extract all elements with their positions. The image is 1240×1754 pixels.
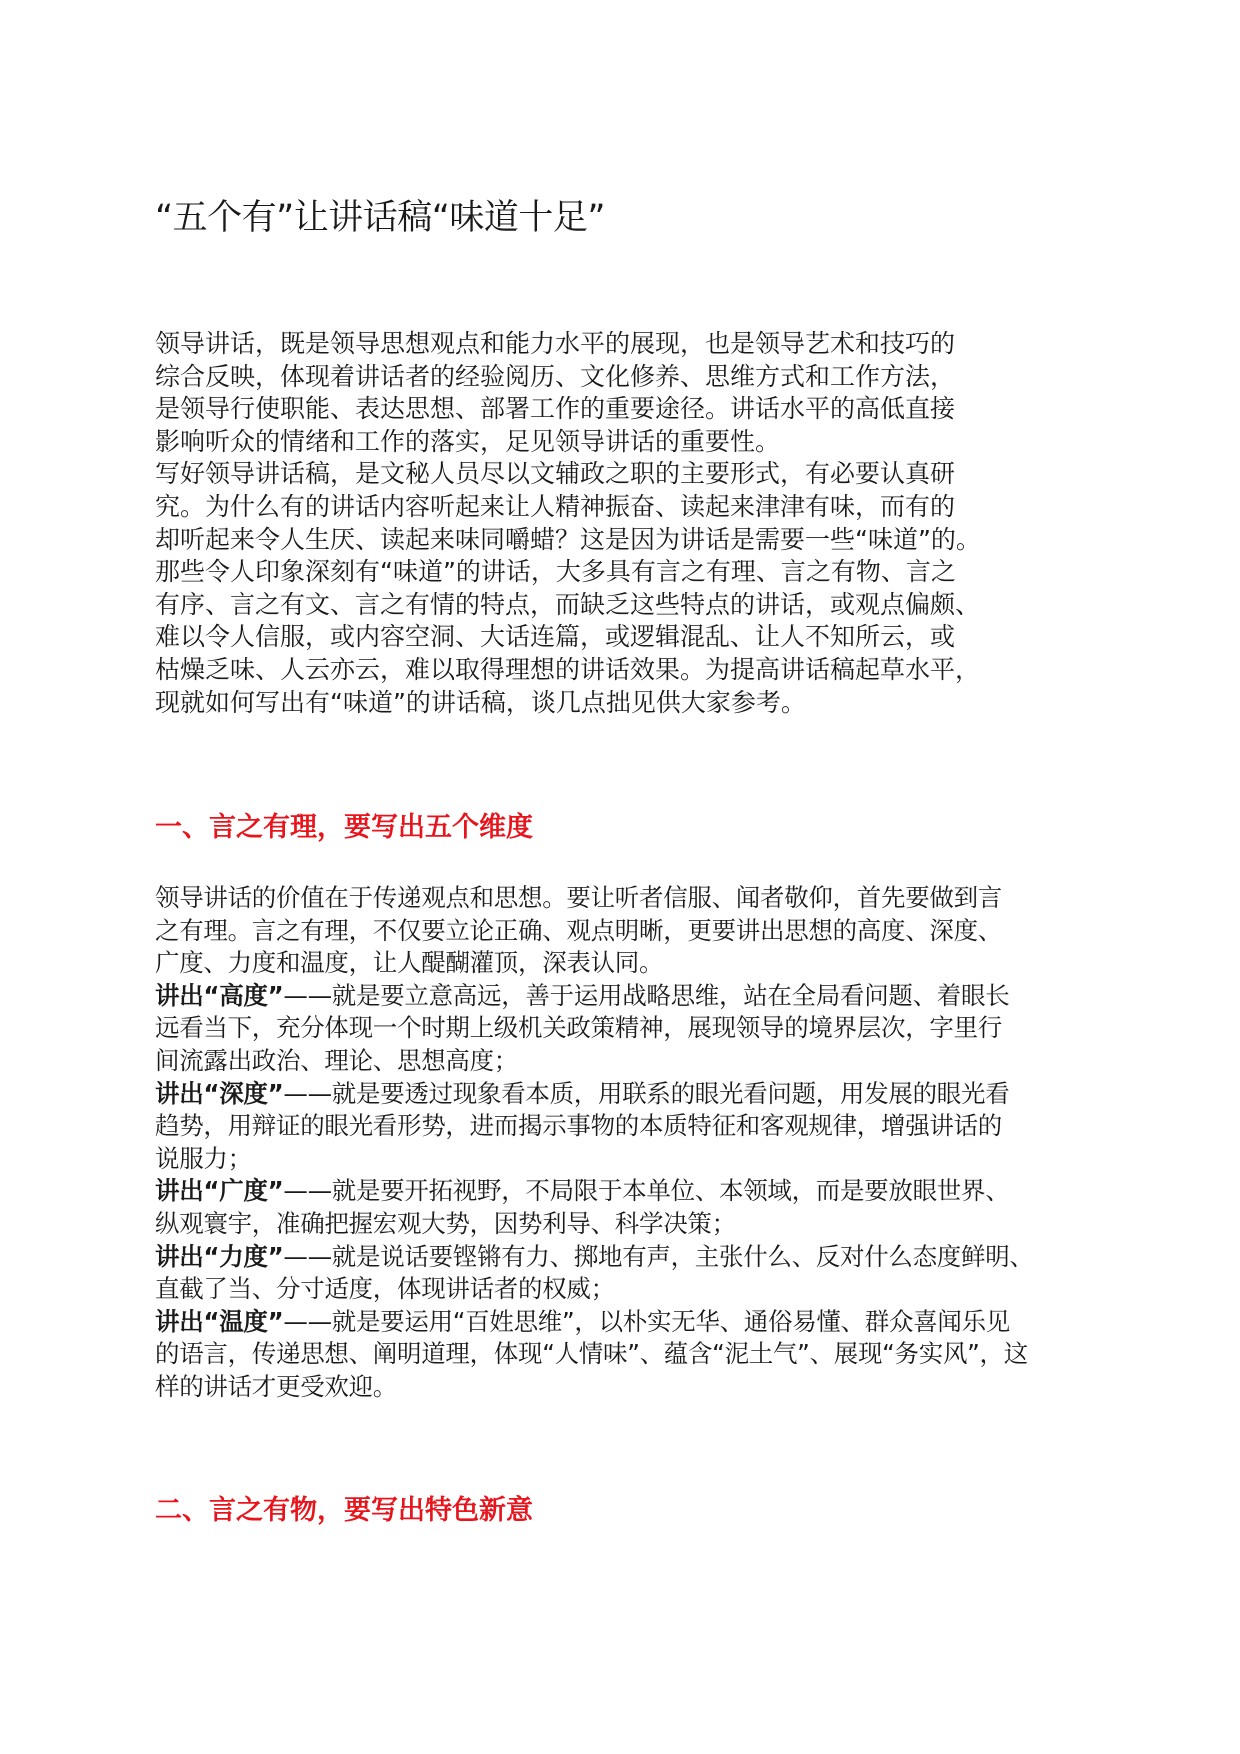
text-line: 领导讲话的价值在于传递观点和思想。要让听者信服、闻者敬仰，首先要做到言 — [155, 883, 1002, 912]
text-line — [155, 1175, 1085, 1208]
document-title: “五个有”让讲话稿“味道十足” — [155, 198, 606, 238]
section-heading: 一、言之有理，要写出五个维度 — [155, 812, 533, 843]
text-line: 的语言，传递思想、阐明道理，体现“人情味”、蕴含“泥土气”、展现“务实风”，这 — [155, 1339, 1028, 1369]
text-line: 趋势，用辩证的眼光看形势，进而揭示事物的本质特征和客观规律，增强讲话的 — [155, 1111, 1002, 1141]
dimension-label: 讲出“深度” — [155, 1078, 284, 1108]
dimension-label: 讲出“广度” — [155, 1176, 284, 1206]
text-line: 有序、言之有文、言之有情的特点，而缺乏这些特点的讲话，或观点偏颇、 — [155, 589, 981, 619]
text-line: 却听起来令人生厌、读起来味同嚼蜡？这是因为讲话是需要一些“味道”的。 — [155, 524, 981, 554]
section-heading: 二、言之有物，要写出特色新意 — [155, 1495, 533, 1526]
text-line: 现就如何写出有“味道”的讲话稿，谈几点拙见供大家参考。 — [155, 687, 806, 717]
dimension-label: 讲出“高度” — [155, 980, 284, 1010]
text-line: 那些令人印象深刻有“味道”的讲话，大多具有言之有理、言之有物、言之 — [155, 557, 956, 587]
text-line: 综合反映，体现着讲话者的经验阅历、文化修养、思维方式和工作方法， — [155, 361, 956, 391]
text-line: 远看当下，充分体现一个时期上级机关政策精神，展现领导的境界层次，字里行 — [155, 1013, 1002, 1043]
intro-paragraph — [155, 458, 1075, 719]
text-line — [155, 980, 1085, 1013]
text-line: 样的讲话才更受欢迎。 — [155, 1371, 397, 1401]
text-line: 是领导行使职能、表达思想、部署工作的重要途径。讲话水平的高低直接 — [155, 394, 956, 424]
text-line: 间流露出政治、理论、思想高度； — [155, 1045, 518, 1075]
text-line: 广度、力度和温度，让人醍醐灌顶，深表认同。 — [155, 948, 664, 978]
intro-paragraph — [155, 328, 1075, 458]
text-line: 枯燥乏味、人云亦云，难以取得理想的讲话效果。为提高讲话稿起草水平， — [155, 654, 981, 684]
text-line: 说服力； — [155, 1143, 252, 1173]
text-line — [155, 1078, 1085, 1111]
text-line: 影响听众的情绪和工作的落实，足见领导讲话的重要性。 — [155, 426, 781, 456]
dimension-item-depth — [155, 1078, 1085, 1176]
text-line: 究。为什么有的讲话内容听起来让人精神振奋、读起来津津有味，而有的 — [155, 491, 956, 521]
dimension-item-strength — [155, 1241, 1085, 1306]
text-line: 直截了当、分寸适度，体现讲话者的权威； — [155, 1274, 615, 1304]
text-line — [155, 1306, 1085, 1339]
dimension-label: 讲出“温度” — [155, 1306, 284, 1336]
dimension-text: ——就是要开拓视野，不局限于本单位、本领域，而是要放眼世界、 — [283, 1176, 1010, 1206]
section1-intro-paragraph — [155, 882, 1085, 980]
section1-body — [155, 882, 1085, 1404]
text-line: 难以令人信服，或内容空洞、大话连篇，或逻辑混乱、让人不知所云，或 — [155, 622, 956, 652]
dimension-item-height — [155, 980, 1085, 1078]
dimension-item-warmth — [155, 1306, 1085, 1404]
dimension-text: ——就是要透过现象看本质，用联系的眼光看问题，用发展的眼光看 — [283, 1078, 1010, 1108]
dimension-item-breadth — [155, 1175, 1085, 1240]
text-line: 领导讲话，既是领导思想观点和能力水平的展现，也是领导艺术和技巧的 — [155, 329, 956, 358]
dimension-text: ——就是要运用“百姓思维”，以朴实无华、通俗易懂、群众喜闻乐见 — [283, 1306, 1010, 1336]
dimension-text: ——就是要立意高远，善于运用战略思维，站在全局看问题、着眼长 — [283, 980, 1010, 1010]
intro-section — [155, 328, 1075, 719]
text-line — [155, 1241, 1085, 1274]
dimension-text: ——就是说话要铿锵有力、掷地有声，主张什么、反对什么态度鲜明、 — [283, 1241, 1034, 1271]
dimension-label: 讲出“力度” — [155, 1241, 284, 1271]
text-line: 写好领导讲话稿，是文秘人员尽以文辅政之职的主要形式，有必要认真研 — [155, 459, 956, 489]
text-line: 纵观寰宇，准确把握宏观大势，因势利导、科学决策； — [155, 1208, 736, 1238]
text-line: 之有理。言之有理，不仅要立论正确、观点明晰，更要讲出思想的高度、深度、 — [155, 915, 1002, 945]
